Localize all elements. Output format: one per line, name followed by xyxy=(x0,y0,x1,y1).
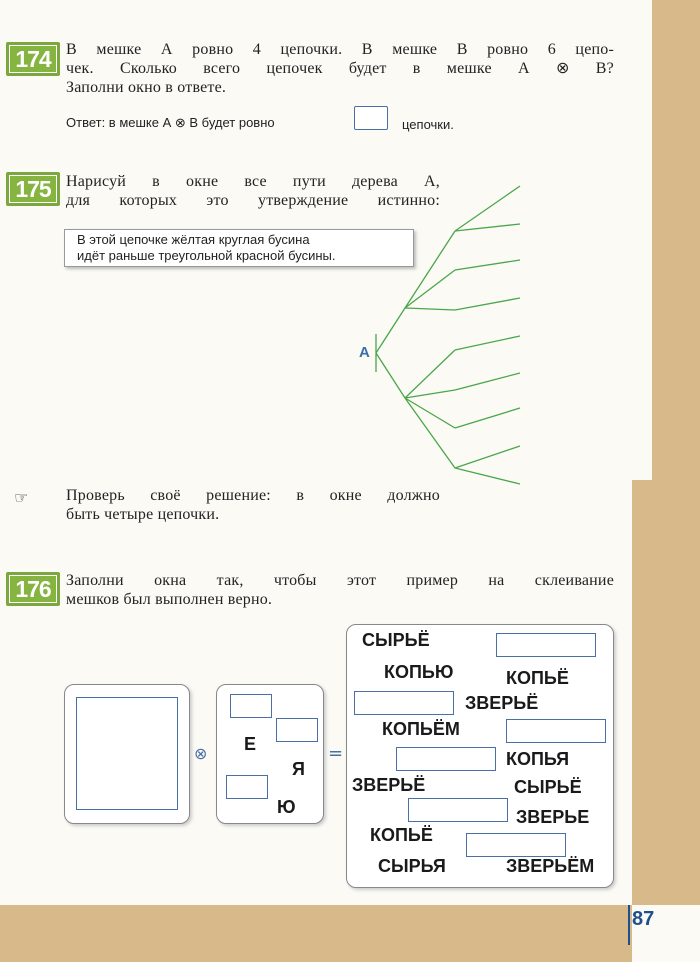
task-number-badge: 176 xyxy=(6,572,60,606)
tree-edge xyxy=(405,398,455,428)
task-number-badge: 175 xyxy=(6,172,60,206)
result-word: КОПЬЯ xyxy=(506,749,570,769)
result-word: КОПЬЁ xyxy=(370,825,433,845)
bag-2-input-window[interactable] xyxy=(226,775,268,799)
result-word: СЫРЬЁ xyxy=(362,630,430,650)
bag-1-input-window[interactable] xyxy=(76,697,178,810)
result-word: КОПЬЁ xyxy=(506,668,569,688)
page-number: 87 xyxy=(632,908,655,930)
tree-edge xyxy=(455,186,520,231)
task-number-badge: 174 xyxy=(6,42,60,76)
result-word: КОПЬЁМ xyxy=(382,719,460,739)
result-word: СЫРЬЁ xyxy=(514,777,582,797)
tree-edge xyxy=(455,298,520,310)
result-word: ЗВЕРЬЁМ xyxy=(506,856,595,876)
result-word: ЗВЕРЬЁ xyxy=(465,693,539,713)
result-input-window[interactable] xyxy=(506,719,606,743)
glue-operator-symbol: ⊗ xyxy=(194,744,208,763)
tree-edge xyxy=(376,308,405,353)
bag-2-input-window[interactable] xyxy=(230,694,272,718)
bag-2-letter: Я xyxy=(292,759,305,779)
result-word: ЗВЕРЬЁ xyxy=(352,775,426,795)
bag-2-letter: Ю xyxy=(277,797,296,817)
check-hint-text: Проверь своё решение: в окне должно быть четыре цепочки. xyxy=(66,487,440,523)
tree-edge xyxy=(405,398,455,468)
tree-edge xyxy=(405,270,455,308)
tree-edge xyxy=(455,224,520,231)
result-input-window[interactable] xyxy=(396,747,496,771)
tree-edge xyxy=(455,468,520,484)
tree-edge xyxy=(405,308,455,310)
result-input-window[interactable] xyxy=(496,633,596,657)
answer-prefix: Ответ: в мешке А ⊗ В будет ровно xyxy=(66,115,275,130)
equals-sign: = xyxy=(328,743,344,764)
bag-2-letter: Е xyxy=(244,734,257,754)
result-input-window[interactable] xyxy=(408,798,508,822)
answer-suffix: цепочки. xyxy=(402,117,454,132)
tree-edge xyxy=(455,446,520,468)
tree-edges xyxy=(376,186,520,484)
pointing-hand-icon: ☞ xyxy=(14,488,29,507)
statement-box: В этой цепочке жёлтая круглая бусина идёт раньше треугольной красной бусины. xyxy=(64,229,414,267)
result-word: СЫРЬЯ xyxy=(378,856,446,876)
result-input-window[interactable] xyxy=(354,691,454,715)
result-input-window[interactable] xyxy=(466,833,566,857)
task-174-text: В мешке А ровно 4 цепочки. В мешке В ровно 6 цепо- чек. Сколько всего цепочек будет в мешке А ⊗ В? Заполни окно в ответе. xyxy=(66,41,614,96)
tree-edge xyxy=(455,408,520,428)
result-word: ЗВЕРЬЕ xyxy=(516,807,590,827)
task-175-text: Нарисуй в окне все пути дерева А, для которых это утверждение истинно: xyxy=(66,173,440,209)
tree-edge xyxy=(455,260,520,270)
bag-2-input-window[interactable] xyxy=(276,718,318,742)
task-176-text: Заполни окна так, чтобы этот пример на склеивание мешков был выполнен верно. xyxy=(66,572,614,608)
result-word: КОПЬЮ xyxy=(384,662,454,682)
tree-edge xyxy=(455,373,520,390)
tree-edge xyxy=(405,231,455,308)
tree-edge xyxy=(455,336,520,350)
tree-root-label: А xyxy=(359,344,370,361)
tree-edge xyxy=(376,353,405,398)
